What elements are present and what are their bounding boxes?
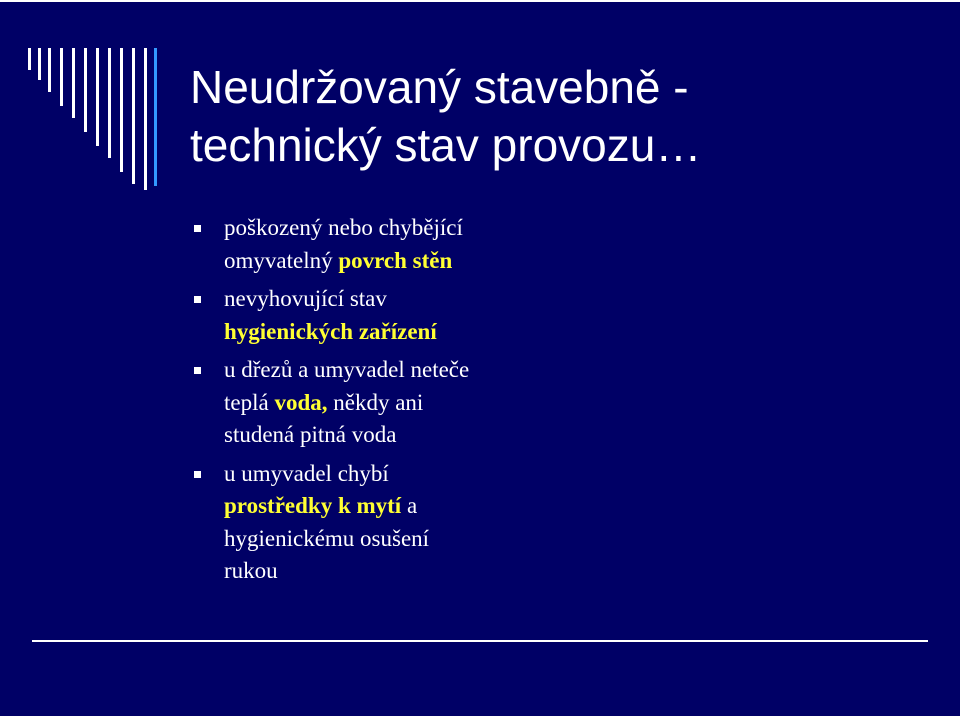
bullet-item: [188, 283, 748, 348]
bullet-item: [188, 354, 748, 452]
bullet-item: [188, 458, 748, 588]
stripe: [154, 48, 157, 186]
bullet-line: studená pitná voda: [224, 422, 397, 447]
stripe: [28, 48, 31, 70]
slide-title: [190, 58, 930, 174]
bullet-text: teplá: [224, 389, 275, 415]
bullet-line: [224, 245, 748, 278]
stripe: [48, 48, 51, 92]
title-line-2: technický stav provozu…: [190, 119, 702, 171]
decorative-stripes: [28, 48, 168, 198]
bullet-line: poškozený nebo chybějící: [224, 215, 463, 240]
stripe: [38, 48, 41, 80]
bullet-list: [188, 212, 748, 594]
highlight-text: hygienických zařízení: [224, 318, 437, 344]
highlight-text: prostředky k mytí: [224, 493, 402, 518]
bottom-rule: [32, 640, 928, 642]
bullet-line: u umyvadel chybí: [224, 460, 389, 486]
top-border: [0, 0, 960, 2]
stripe: [120, 48, 123, 172]
highlight-text: voda,: [274, 389, 328, 415]
stripe: [144, 48, 147, 190]
bullet-line: hygienickému osušení: [224, 525, 430, 551]
title-line-1: Neudržovaný stavebně -: [190, 61, 689, 113]
bullet-line: [224, 387, 748, 420]
square-bullet-icon: [194, 225, 201, 232]
square-bullet-icon: [194, 367, 201, 374]
stripe: [72, 48, 75, 118]
bullet-text: někdy ani: [327, 389, 424, 415]
stripe: [84, 48, 87, 132]
square-bullet-icon: [194, 296, 201, 303]
bullet-line: u dřezů a umyvadel neteče: [224, 357, 470, 382]
bullet-text: a: [401, 493, 418, 518]
stripe: [60, 48, 63, 106]
highlight-text: povrch stěn: [338, 247, 453, 273]
bullet-item: [188, 212, 748, 277]
bullet-text: omyvatelný: [224, 247, 339, 273]
square-bullet-icon: [194, 471, 201, 478]
stripe: [132, 48, 135, 184]
stripe: [96, 48, 99, 146]
bullet-line: rukou: [224, 558, 278, 583]
bullet-line: nevyhovující stav: [224, 286, 387, 311]
stripe: [108, 48, 111, 158]
bullet-line: [224, 490, 748, 523]
